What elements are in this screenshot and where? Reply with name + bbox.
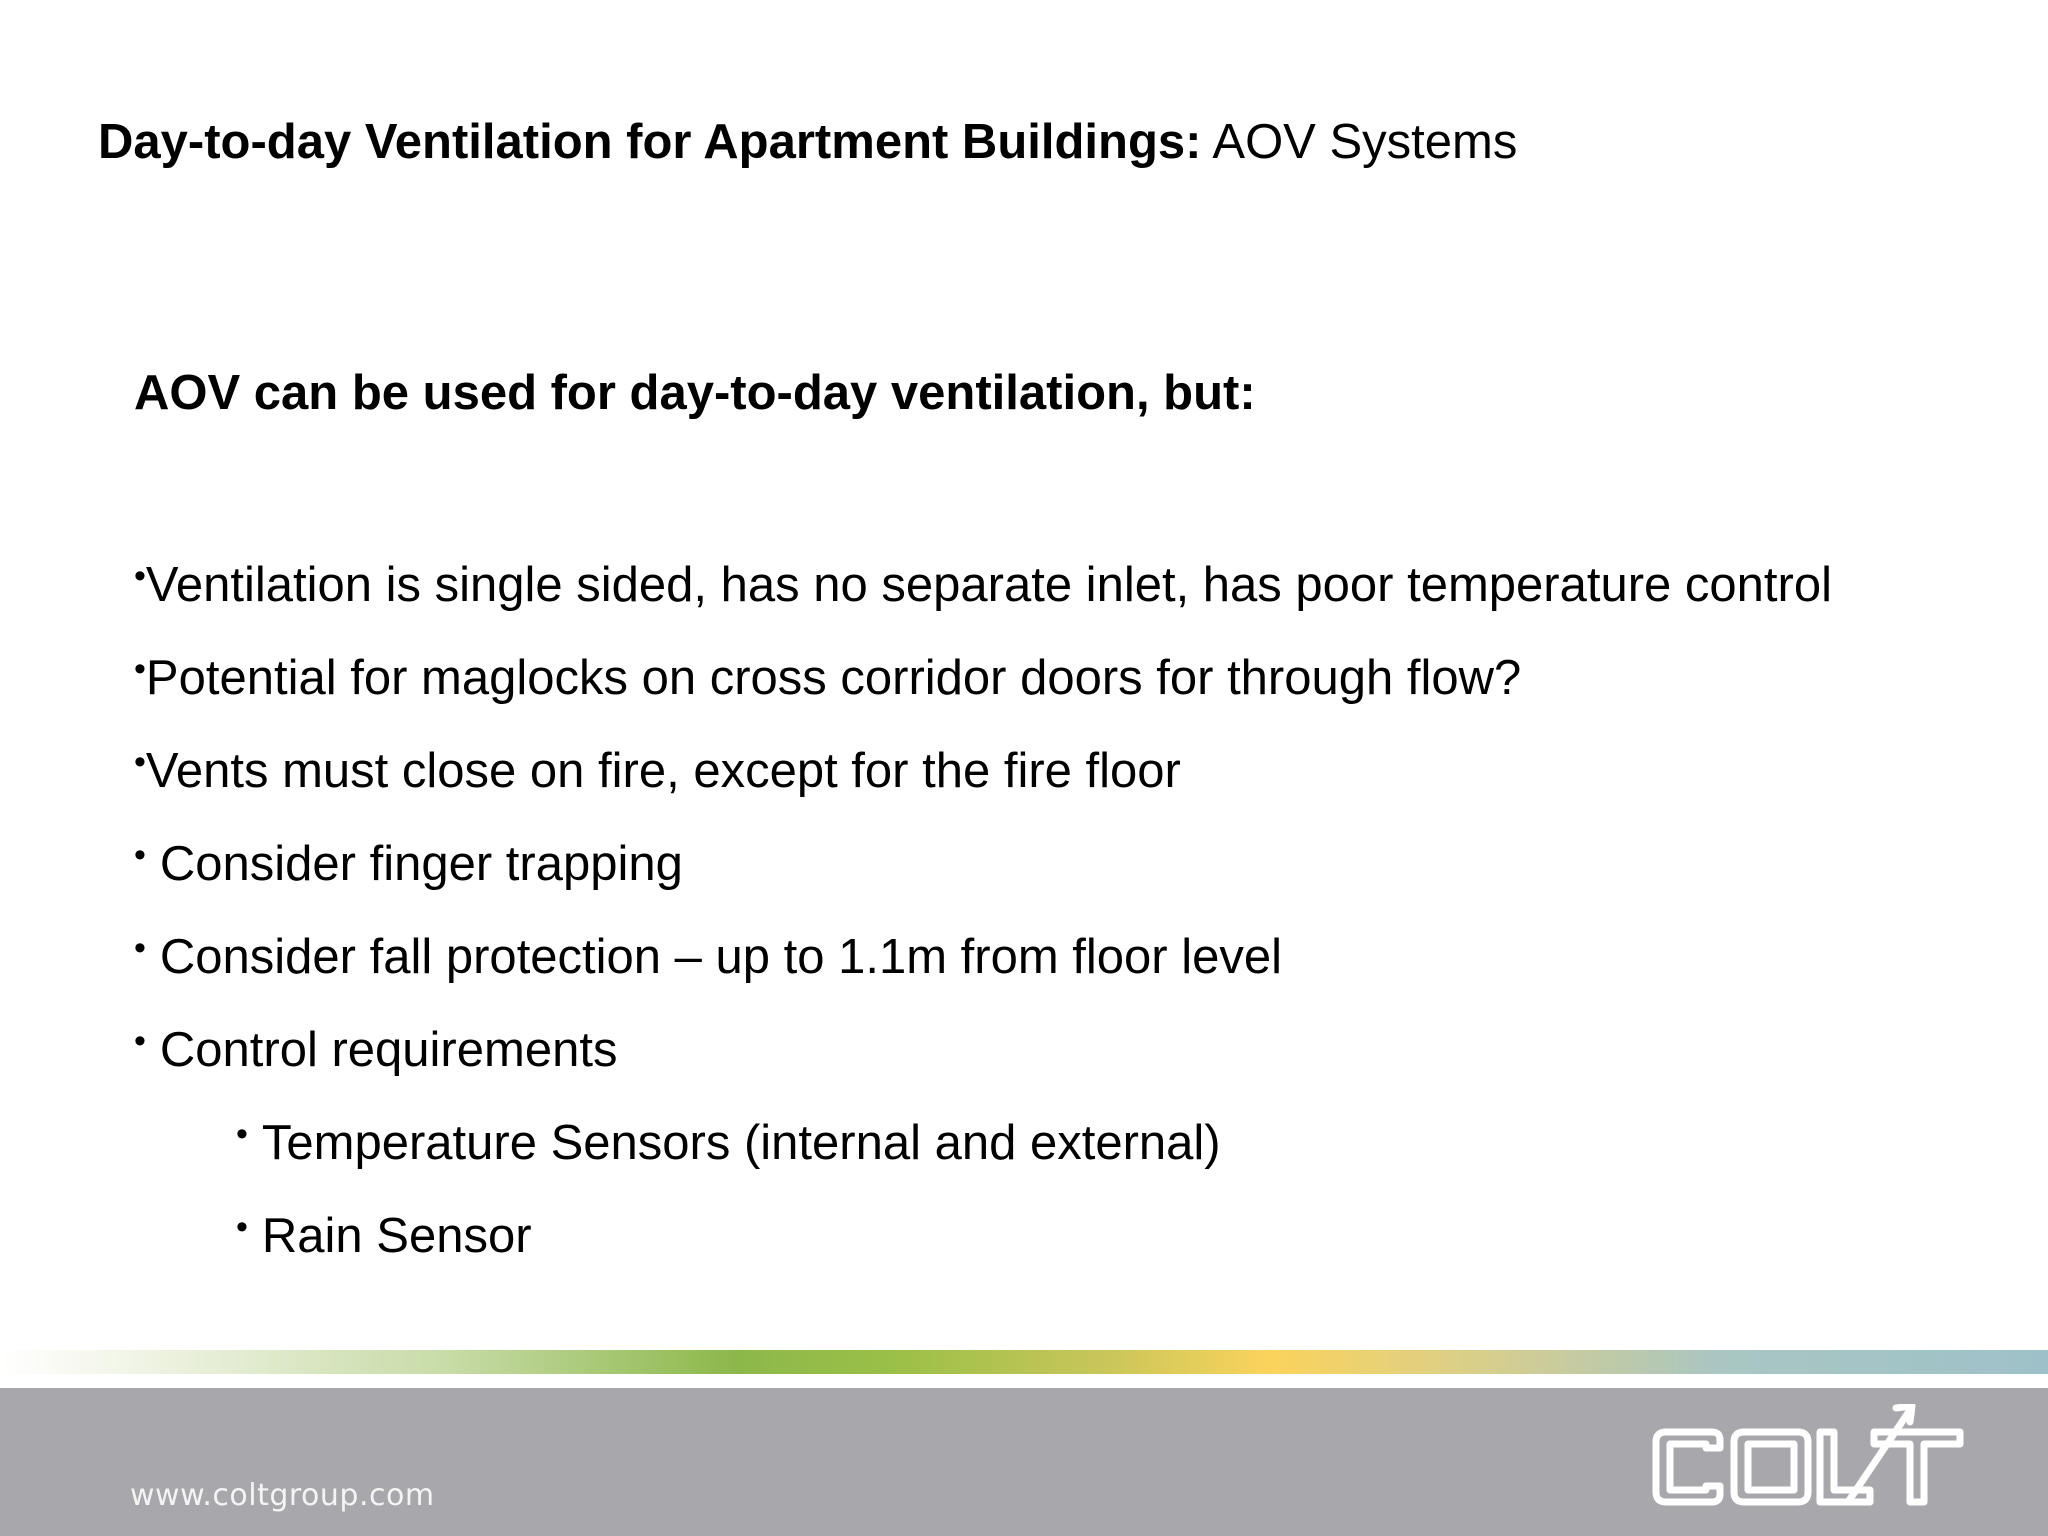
bullet-dot-icon: •	[134, 1022, 146, 1060]
bullet-text: Ventilation is single sided, has no separate inlet, has poor temperature control	[145, 558, 1832, 612]
bullet-dot-icon: •	[134, 836, 146, 874]
bullet-dot-icon: •	[134, 929, 146, 967]
colt-logo	[1648, 1404, 1968, 1514]
bullet-list	[134, 546, 1832, 1290]
sub-bullet-item	[134, 1197, 1832, 1290]
slide-title	[98, 112, 1517, 172]
bullet-item	[134, 732, 1832, 825]
bullet-text: Temperature Sensors (internal and external)	[261, 1116, 1221, 1170]
bullet-text: Rain Sensor	[261, 1209, 532, 1263]
sub-bullet-item	[134, 1104, 1832, 1197]
bullet-text: Vents must close on fire, except for the fire floor	[145, 744, 1181, 798]
bullet-text: Consider finger trapping	[159, 837, 683, 891]
slide-title-bold: Day-to-day Ventilation for Apartment Buildings:	[98, 115, 1202, 169]
lead-statement: AOV can be used for day-to-day ventilation, but:	[134, 366, 1256, 420]
bullet-text: Potential for maglocks on cross corridor doors for through flow?	[145, 651, 1522, 705]
bullet-item	[134, 639, 1832, 732]
bullet-dot-icon: •	[236, 1115, 248, 1153]
footer-gradient-strip	[0, 1350, 2048, 1374]
bullet-dot-icon: •	[134, 650, 146, 688]
bullet-dot-icon: •	[134, 557, 146, 595]
bullet-text: Control requirements	[159, 1023, 618, 1077]
slide-title-subtitle: AOV Systems	[1212, 115, 1518, 169]
bullet-item	[134, 546, 1832, 639]
footer-url: www.coltgroup.com	[130, 1478, 435, 1513]
bullet-text: Consider fall protection – up to 1.1m from floor level	[159, 930, 1283, 984]
bullet-item	[134, 1011, 1832, 1104]
bullet-item	[134, 918, 1832, 1011]
bullet-item	[134, 825, 1832, 918]
bullet-dot-icon: •	[134, 743, 146, 781]
bullet-dot-icon: •	[236, 1208, 248, 1246]
